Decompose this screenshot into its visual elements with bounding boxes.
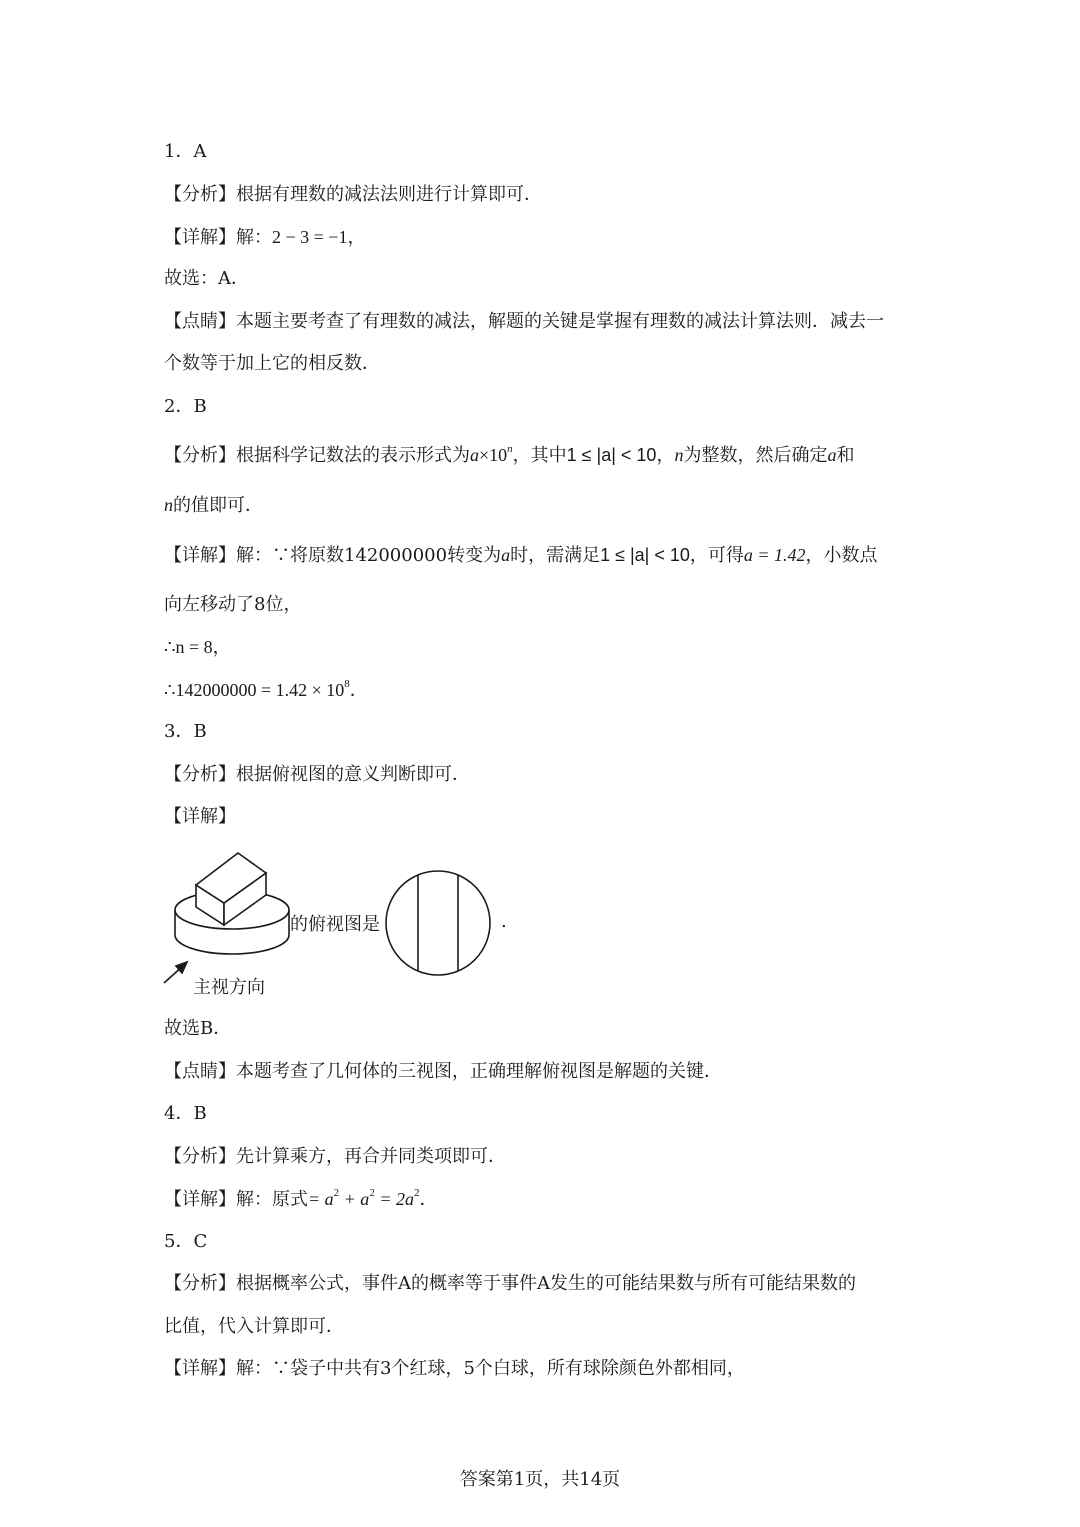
q2-result bbox=[164, 678, 368, 702]
q5-detail: 【详解】解：∵袋子中共有3个红球，5个白球，所有球除颜色外都相同， bbox=[164, 1358, 745, 1379]
q2-n-equation: ∴n = 8， bbox=[164, 637, 231, 657]
q2-analysis-line2 bbox=[164, 493, 263, 518]
q4-detail-prefix: 【详解】解：原式 bbox=[164, 1189, 308, 1210]
q2-line2-n: n bbox=[164, 495, 173, 515]
top-view-circle bbox=[386, 871, 490, 975]
q1-comment-line1: 【点睛】本题主要考查了有理数的减法，解题的关键是掌握有理数的减法计算法则．减去一 bbox=[164, 311, 884, 332]
q4-eq-part2: + a bbox=[339, 1189, 370, 1209]
q1-detail-prefix: 【详解】解： bbox=[164, 227, 272, 248]
q4-eq-exp3: 2 bbox=[413, 1187, 420, 1199]
q3-direction-label: 主视方向 bbox=[193, 977, 265, 998]
q2-analysis-text-a: 【分析】根据科学记数法的表示形式为 bbox=[164, 445, 470, 466]
q2-analysis-line1 bbox=[164, 443, 854, 468]
q3-comment: 【点睛】本题考查了几何体的三视图，正确理解俯视图是解题的关键． bbox=[164, 1061, 722, 1082]
q1-detail bbox=[164, 225, 365, 250]
q2-analysis-text-d: 为整数，然后确定 bbox=[683, 445, 828, 466]
q2-detail-text-b: 时，需满足 bbox=[510, 545, 601, 566]
page-footer: 答案第1页，共14页 bbox=[459, 1469, 621, 1490]
q2-form-n: n bbox=[507, 443, 513, 455]
q2-analysis-text-c: ， bbox=[656, 445, 675, 466]
q2-range: 1 ≤ |a| < 10 bbox=[566, 445, 657, 465]
cylinder-bottom-arc bbox=[175, 935, 289, 954]
q1-equation: 2 − 3 = −1， bbox=[272, 227, 366, 247]
q2-detail-range: 1 ≤ |a| < 10 bbox=[600, 545, 690, 565]
q5-analysis-line1: 【分析】根据概率公式，事件A的概率等于事件A发生的可能结果数与所有可能结果数的 bbox=[164, 1273, 856, 1294]
q3-figure-dot: . bbox=[501, 911, 507, 932]
q2-detail-line2: 向左移动了8位， bbox=[164, 594, 302, 615]
q3-answer: 3．B bbox=[164, 721, 207, 742]
q2-analysis-text-b: ，其中 bbox=[512, 445, 567, 466]
q2-result-end: ． bbox=[349, 680, 368, 700]
q3-analysis: 【分析】根据俯视图的意义判断即可． bbox=[164, 764, 470, 785]
q3-figure bbox=[160, 845, 520, 1005]
q2-detail-eq: a = 1.42 bbox=[743, 545, 806, 565]
q2-form-a: a bbox=[470, 445, 479, 465]
q2-line2-text: 的值即可． bbox=[173, 495, 263, 516]
q4-eq-exp2: 2 bbox=[369, 1187, 375, 1199]
q3-detail: 【详解】 bbox=[164, 806, 236, 827]
q4-eq-part1: = a bbox=[308, 1189, 334, 1209]
q4-detail bbox=[164, 1187, 437, 1212]
q2-detail-text-c: ，可得 bbox=[689, 545, 744, 566]
q2-analysis-text-e: 和 bbox=[836, 445, 855, 466]
q2-result-base: ∴142000000 = 1.42 × 10 bbox=[164, 680, 345, 700]
q2-detail-a-var: a bbox=[501, 545, 511, 565]
q2-detail-text-d: ，小数点 bbox=[805, 545, 878, 566]
q4-eq-part3: = 2a bbox=[374, 1189, 414, 1209]
q4-eq-exp1: 2 bbox=[333, 1187, 340, 1199]
q1-answer: 1．A bbox=[164, 141, 207, 162]
q2-result-exp: 8 bbox=[344, 678, 350, 690]
q1-choose: 故选：A． bbox=[164, 268, 249, 289]
q3-choose: 故选B． bbox=[164, 1018, 232, 1039]
q2-detail-text-a: 【详解】解：∵将原数142000000转变为 bbox=[164, 545, 502, 566]
q1-comment-line2: 个数等于加上它的相反数． bbox=[164, 353, 380, 374]
q2-form-x10: ×10 bbox=[479, 445, 508, 465]
q2-n-var: n bbox=[674, 445, 684, 465]
q2-a-var: a bbox=[827, 445, 837, 465]
q4-analysis: 【分析】先计算乘方，再合并同类项即可． bbox=[164, 1146, 506, 1167]
q5-answer: 5．C bbox=[164, 1231, 208, 1252]
q1-analysis: 【分析】根据有理数的减法法则进行计算即可． bbox=[164, 184, 542, 205]
q4-answer: 4．B bbox=[164, 1103, 207, 1124]
q4-eq-end: ． bbox=[419, 1189, 438, 1210]
q5-analysis-line2: 比值，代入计算即可． bbox=[164, 1316, 344, 1337]
q3-figure-label: 的俯视图是 bbox=[290, 914, 380, 935]
q2-answer: 2．B bbox=[164, 396, 207, 417]
q2-detail-line1 bbox=[164, 543, 878, 568]
